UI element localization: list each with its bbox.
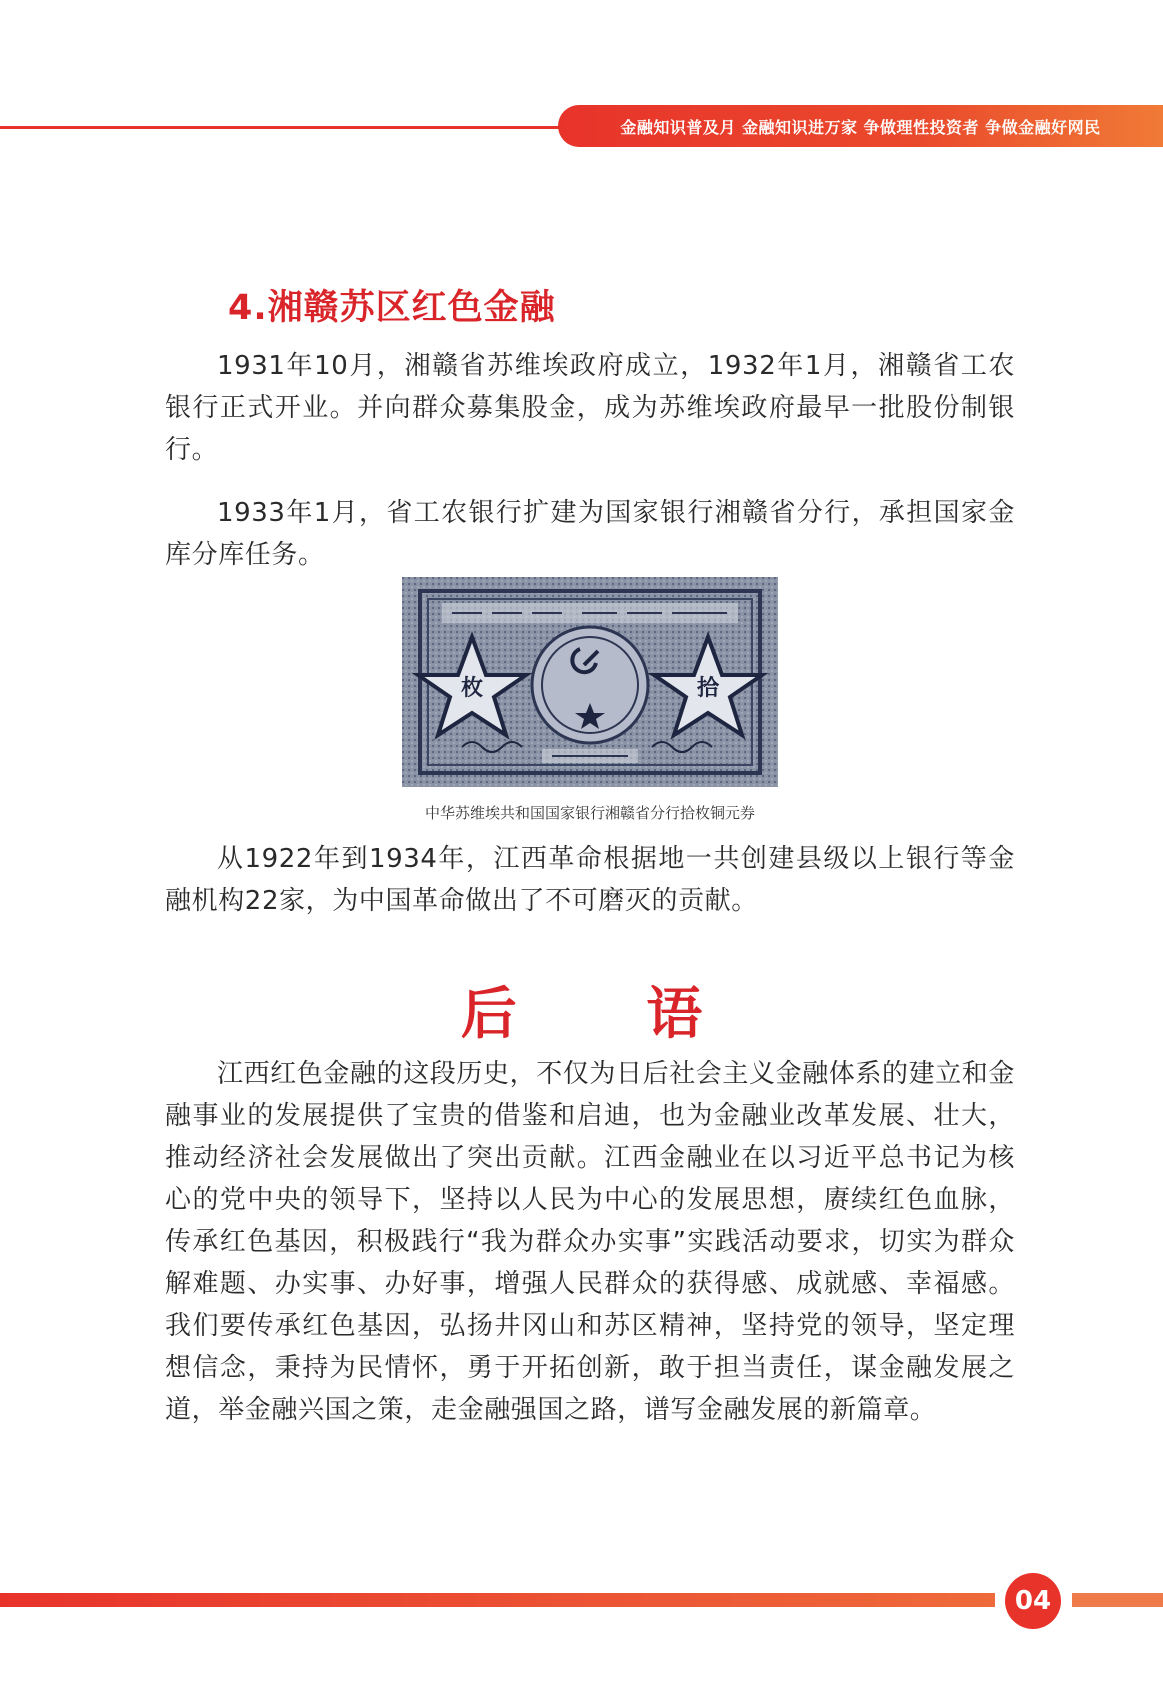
paragraph-1: 1931年10月，湘赣省苏维埃政府成立，1932年1月，湘赣省工农银行正式开业。并向群众募集股金，成为苏维埃政府最早一批股份制银行。 (165, 351, 1015, 465)
footer-rule-left (0, 1593, 995, 1607)
page-number: 04 (1014, 1586, 1052, 1616)
banknote-right-char: 拾 (696, 676, 720, 701)
afterword-paragraph: 江西红色金融的这段历史，不仅为日后社会主义金融体系的建立和金融事业的发展提供了宝贵的借鉴和启迪，也为金融业改革发展、壮大，推动经济社会发展做出了突出贡献。江西金融业在以习近平总书记为核心的党中央的领导下，坚持以人民为中心的发展思想，赓续红色血脉，传承红色基因，积极践行“我为群众办实事”实践活动要求，切实为群众解难题、办实事、办好事，增强人民群众的获得感、成就感、幸福感。我们要传承红色基因，弘扬井冈山和苏区精神，坚持党的领导，坚定理想信念，秉持为民情怀，勇于开拓创新，敢于担当责任，谋金融发展之道，举金融兴国之策，走金融强国之路，谱写金融发展的新篇章。 (165, 1059, 1016, 1425)
banknote-image (402, 577, 778, 787)
paragraph-3: 从1922年到1934年，江西革命根据地一共创建县级以上银行等金融机构22家，为中国革命做出了不可磨灭的贡献。 (165, 844, 1015, 916)
paragraph-2: 1933年1月，省工农银行扩建为国家银行湘赣省分行，承担国家金库分库任务。 (165, 498, 1015, 570)
header-rule (0, 126, 600, 129)
header-slogan-banner (558, 105, 1163, 147)
footer-rule-right (1072, 1593, 1163, 1607)
figure-caption: 中华苏维埃共和国国家银行湘赣省分行拾枚铜元券 (424, 804, 755, 822)
banknote-left-char: 枚 (460, 676, 484, 701)
header-slogan: 金融知识普及月 金融知识进万家 争做理性投资者 争做金融好网民 (620, 117, 1101, 137)
page-number-badge (1005, 1573, 1061, 1629)
afterword-title: 后 语 (460, 982, 758, 1047)
section-title: 4.湘赣苏区红色金融 (228, 288, 556, 328)
